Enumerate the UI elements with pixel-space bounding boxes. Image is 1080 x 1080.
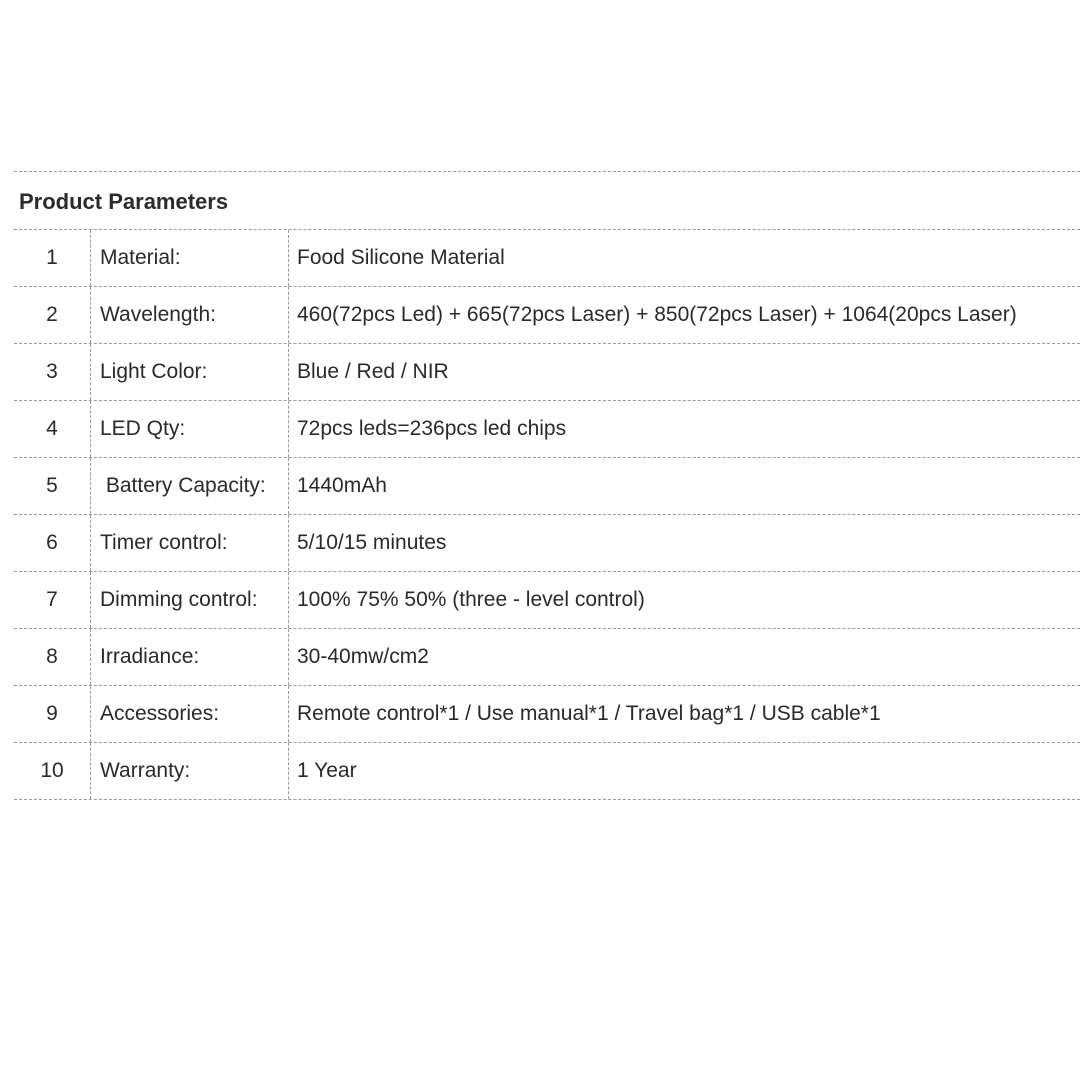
table-row [14, 458, 1080, 515]
parameter-label: Light Color: [91, 344, 289, 400]
parameter-label: Accessories: [91, 686, 289, 742]
row-number: 1 [14, 230, 91, 286]
table-row [14, 287, 1080, 344]
parameter-value: Blue / Red / NIR [297, 360, 449, 383]
table-row [14, 515, 1080, 572]
table-row [14, 401, 1080, 458]
parameter-label: Irradiance: [91, 629, 289, 685]
parameter-value: 460(72pcs Led) + 665(72pcs Laser) + 850(72pcs Laser) + 1064(20pcs Laser) [297, 303, 1017, 326]
table-row [14, 230, 1080, 287]
parameter-label: Wavelength: [91, 287, 289, 343]
product-parameters-table [14, 171, 1080, 800]
parameter-value: Remote control*1 / Use manual*1 / Travel bag*1 / USB cable*1 [297, 702, 881, 725]
table-row [14, 686, 1080, 743]
parameter-value: 1 Year [297, 759, 357, 782]
table-row [14, 344, 1080, 401]
row-number: 2 [14, 287, 91, 343]
table-title: Product Parameters [14, 172, 1080, 230]
table-row [14, 572, 1080, 629]
parameter-label: Timer control: [91, 515, 289, 571]
row-number: 4 [14, 401, 91, 457]
parameter-value: 100% 75% 50% (three - level control) [297, 588, 645, 611]
parameter-value: 30-40mw/cm2 [297, 645, 429, 668]
parameter-value: 5/10/15 minutes [297, 531, 447, 554]
parameter-label: Material: [91, 230, 289, 286]
parameter-label: Warranty: [91, 743, 289, 799]
parameter-label: LED Qty: [91, 401, 289, 457]
row-number: 9 [14, 686, 91, 742]
parameter-label: Dimming control: [91, 572, 289, 628]
parameter-label: Battery Capacity: [91, 458, 289, 514]
table-row [14, 629, 1080, 686]
parameter-value: 1440mAh [297, 474, 387, 497]
row-number: 3 [14, 344, 91, 400]
table-row [14, 743, 1080, 800]
parameter-value: Food Silicone Material [297, 246, 505, 269]
parameter-value: 72pcs leds=236pcs led chips [297, 417, 567, 440]
row-number: 5 [14, 458, 91, 514]
row-number: 7 [14, 572, 91, 628]
row-number: 6 [14, 515, 91, 571]
row-number: 8 [14, 629, 91, 685]
row-number: 10 [14, 743, 91, 799]
